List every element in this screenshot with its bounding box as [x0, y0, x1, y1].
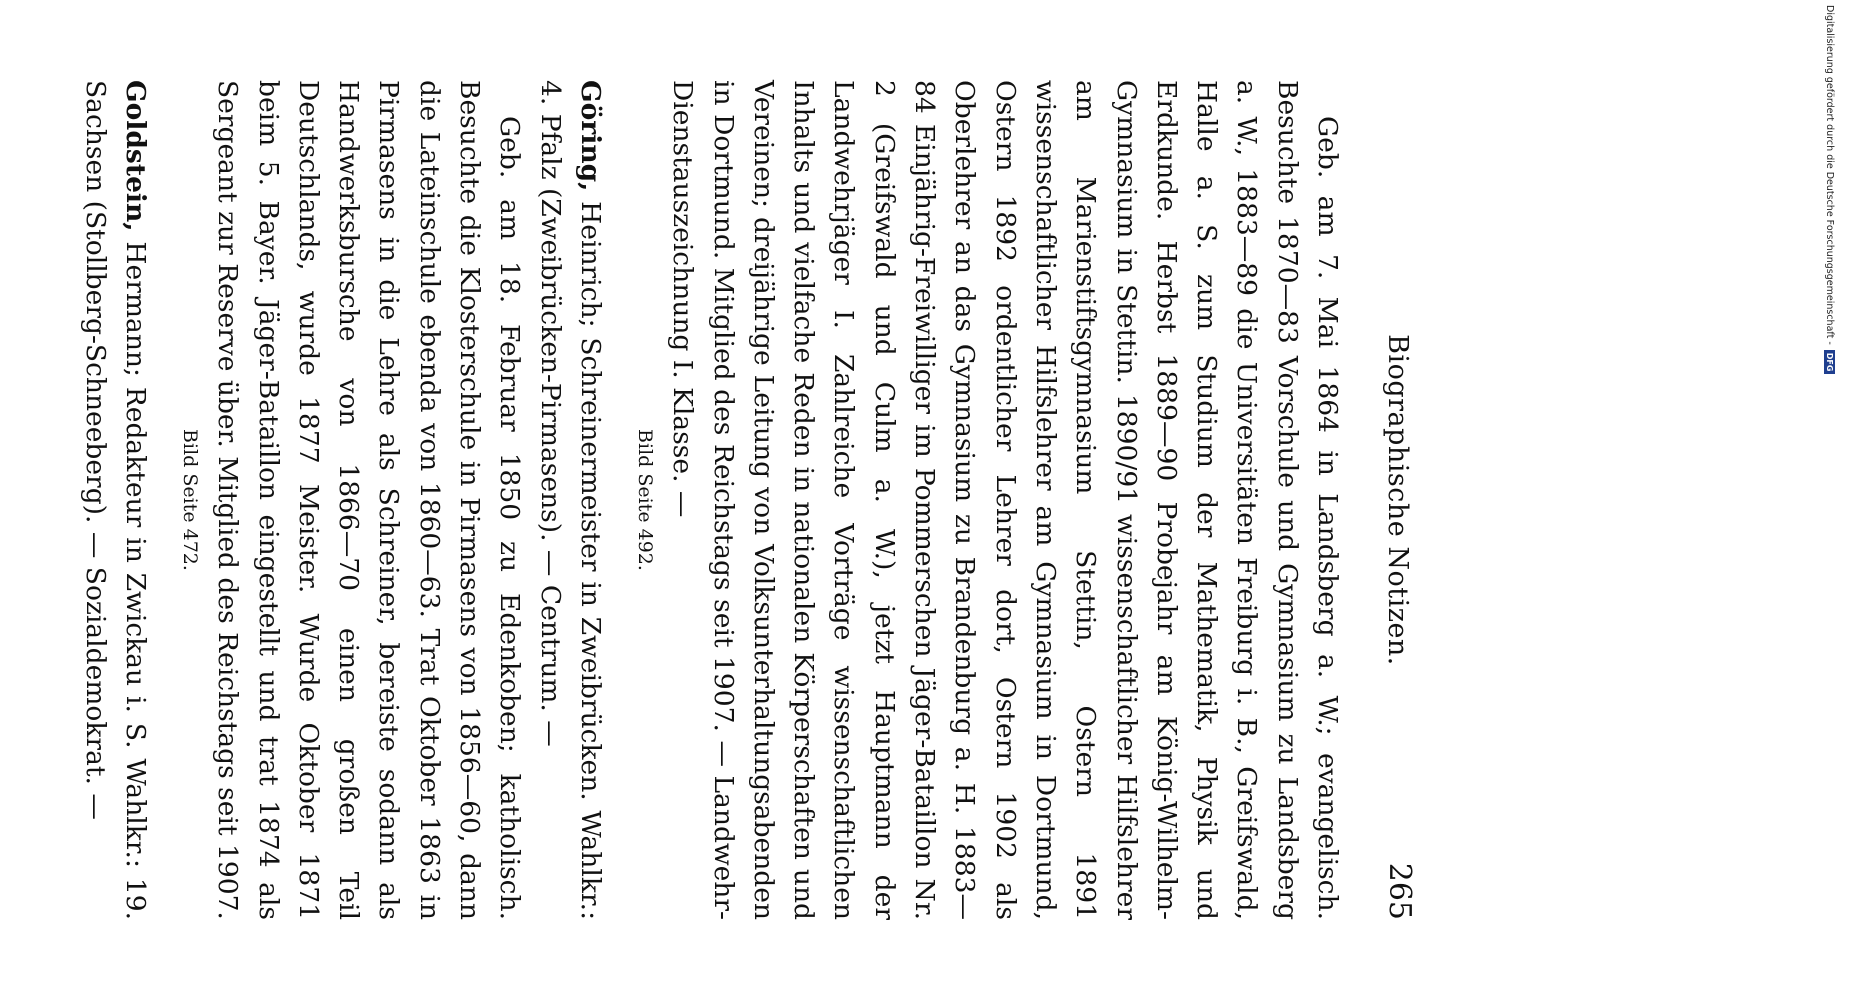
biography-entry: [630, 80, 1347, 920]
digitization-credit-text: Digitalisierung gefördert durch die Deutsche Forschungsgemeinschaft -: [1824, 5, 1836, 345]
digitization-credit: [1824, 5, 1836, 665]
person-name: Göring,: [574, 80, 606, 192]
entry-heading-text: Hermann; Redakteur in Zwickau i. S. Wahlkr.: 19. Sachsen (Stollberg-Schneeberg). — Sozialdemokrat. —: [79, 80, 151, 920]
biography-entry-goldstein: [74, 80, 155, 920]
biography-paragraph: Geb. am 7. Mai 1864 in Landsberg a. W.; evangelisch. Besuchte 1870—83 Vorschule und Gymnasium zu Landsberg a. W., 1883—89 die Universitäten Freiburg i. B., Greifswald, Halle a. S. zum Studium der Mathematik, Physik und Erdkunde. Herbst 1889—90 Probejahr am König-Wilhelm-Gymnasium in Stettin. 1890/91 wissenschaftlicher Hilfslehrer am Marienstiftsgymnasium Stettin, Ostern 1891 wissenschaftlicher Hilfslehrer am Gymnasium in Dortmund, Ostern 1892 ordentlicher Lehrer dort, Ostern 1902 als Oberlehrer an das Gymnasium zu Brandenburg a. H. 1883—84 Einjährig-Freiwilliger im Pommerschen Jäger-Bataillon Nr. 2 (Greifswald und Culm a. W.), jetzt Hauptmann der Landwehrjäger I. Zahlreiche Vorträge wissenschaftlichen Inhalts und vielfache Reden in nationalen Körperschaften und Vereinen; dreijährige Leitung von Volksunterhaltungsabenden in Dortmund. Mitglied des Reichstags seit 1907. — Landwehr-Dienstauszeichnung I. Klasse. —: [667, 80, 1343, 920]
entry-heading: [74, 80, 155, 920]
entry-heading: [529, 80, 610, 920]
dfg-logo-icon: DFG: [1825, 350, 1836, 375]
page-header: [1365, 80, 1425, 920]
running-head: Biographische Notizen.: [1382, 334, 1413, 666]
biography-paragraph: Geb. am 18. Februar 1850 zu Edenkoben; katholisch. Besuchte die Klosterschule in Pirmasens von 1856—60, dann die Lateinschule ebenda von 1860—63. Trat Oktober 1863 in Pirmasens in die Lehre als Schreiner, bereiste sodann als Handwerksbursche von 1866—70 einen großen Teil Deutschlands, wurde 1877 Meister. Wurde Oktober 1871 beim 5. Bayer. Jäger-Bataillon eingestellt und trat 1874 als Sergeant zur Reserve über. Mitglied des Reichstags seit 1907.: [212, 80, 526, 920]
picture-reference: Bild Seite 492.: [633, 429, 656, 571]
picture-reference: Bild Seite 472.: [178, 429, 201, 571]
body-text: [74, 80, 1347, 920]
person-name: Goldstein,: [119, 80, 151, 232]
book-page: [55, 20, 1425, 940]
page-number: 265: [1382, 862, 1417, 920]
biography-entry-goering: [175, 80, 610, 920]
entry-heading-text: Heinrich; Schreinermeister in Zweibrücken. Wahlkr.: 4. Pfalz (Zweibrücken-Pirmasens). — Centrum. —: [534, 80, 606, 920]
